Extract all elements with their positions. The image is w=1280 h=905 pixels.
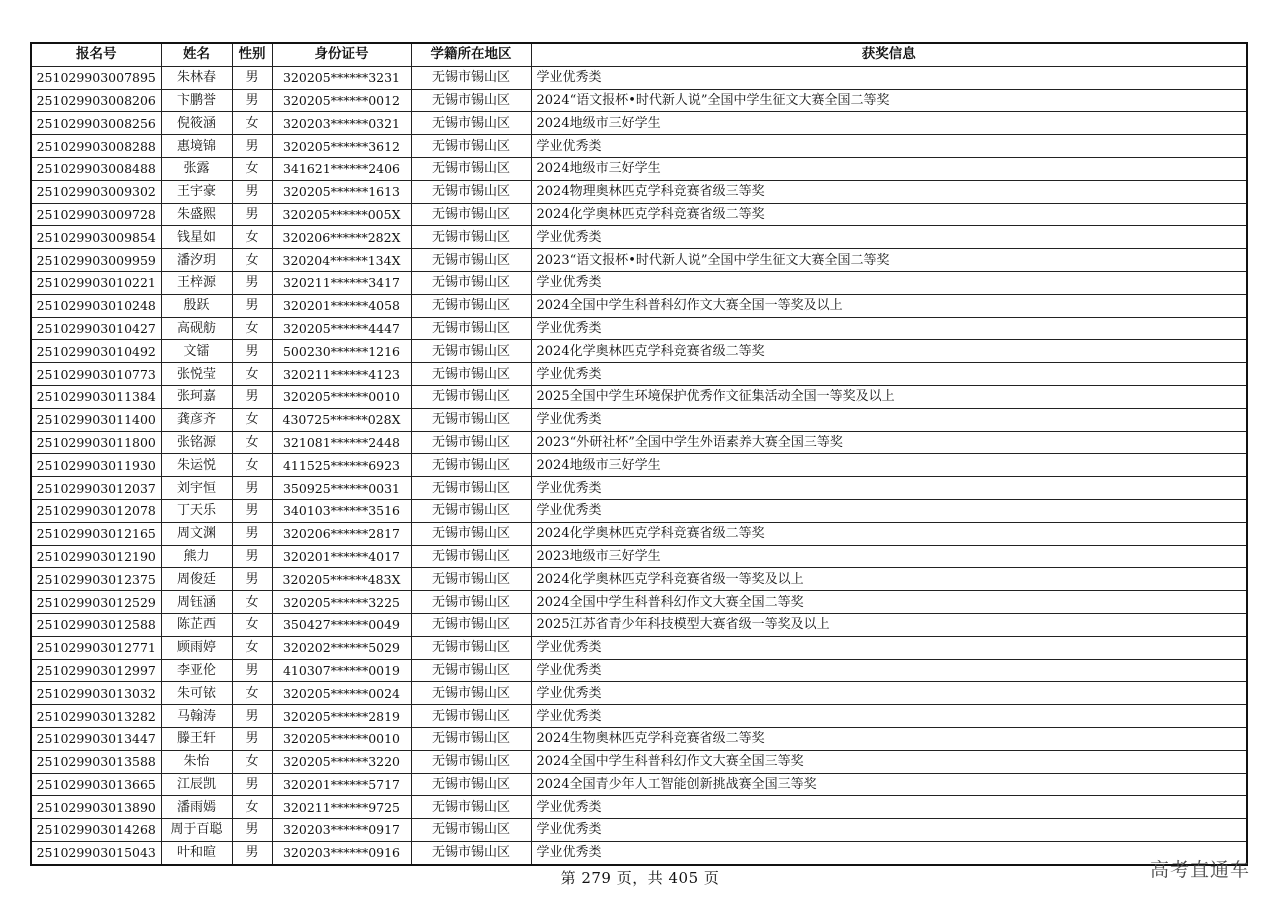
- award-info-cell: 学业优秀类: [531, 659, 1247, 682]
- table-row: [31, 135, 1247, 158]
- name-cell: 王梓源: [161, 271, 232, 294]
- table-row: [31, 180, 1247, 203]
- registration-number-cell: 251029903014268: [31, 819, 161, 842]
- gender-cell: 女: [232, 431, 272, 454]
- school-region-cell: 无锡市锡山区: [411, 477, 531, 500]
- award-info-cell: 学业优秀类: [531, 819, 1247, 842]
- award-info-cell: 2023“语文报杯•时代新人说”全国中学生征文大赛全国二等奖: [531, 249, 1247, 272]
- id-number-cell: 320206******282X: [272, 226, 411, 249]
- name-cell: 朱运悦: [161, 454, 232, 477]
- registration-number-cell: 251029903013588: [31, 750, 161, 773]
- registration-number-cell: 251029903009302: [31, 180, 161, 203]
- school-region-cell: 无锡市锡山区: [411, 66, 531, 89]
- registration-number-cell: 251029903010427: [31, 317, 161, 340]
- id-number-cell: 321081******2448: [272, 431, 411, 454]
- gender-cell: 男: [232, 203, 272, 226]
- name-cell: 高砚舫: [161, 317, 232, 340]
- gender-cell: 女: [232, 796, 272, 819]
- award-info-cell: 2025全国中学生环境保护优秀作文征集活动全国一等奖及以上: [531, 385, 1247, 408]
- gender-cell: 男: [232, 727, 272, 750]
- id-number-cell: 320203******0917: [272, 819, 411, 842]
- table-row: [31, 157, 1247, 180]
- school-region-cell: 无锡市锡山区: [411, 180, 531, 203]
- award-list-table: [30, 42, 1248, 866]
- name-cell: 惠境锦: [161, 135, 232, 158]
- award-info-cell: 学业优秀类: [531, 226, 1247, 249]
- registration-number-cell: 251029903010248: [31, 294, 161, 317]
- gender-cell: 女: [232, 226, 272, 249]
- id-number-cell: 320205******0012: [272, 89, 411, 112]
- registration-number-cell: 251029903011800: [31, 431, 161, 454]
- name-cell: 朱林春: [161, 66, 232, 89]
- award-info-cell: 2024“语文报杯•时代新人说”全国中学生征文大赛全国二等奖: [531, 89, 1247, 112]
- award-info-cell: 学业优秀类: [531, 66, 1247, 89]
- award-info-cell: 学业优秀类: [531, 135, 1247, 158]
- header-award-info: 获奖信息: [531, 43, 1247, 66]
- registration-number-cell: 251029903008488: [31, 157, 161, 180]
- name-cell: 倪筱涵: [161, 112, 232, 135]
- gender-cell: 男: [232, 294, 272, 317]
- gender-cell: 男: [232, 659, 272, 682]
- table-row: [31, 363, 1247, 386]
- award-info-cell: 学业优秀类: [531, 682, 1247, 705]
- table-row: [31, 431, 1247, 454]
- school-region-cell: 无锡市锡山区: [411, 682, 531, 705]
- registration-number-cell: 251029903010492: [31, 340, 161, 363]
- id-number-cell: 320201******4017: [272, 545, 411, 568]
- award-info-cell: 2024化学奥林匹克学科竞赛省级二等奖: [531, 340, 1247, 363]
- registration-number-cell: 251029903009959: [31, 249, 161, 272]
- name-cell: 朱可铱: [161, 682, 232, 705]
- table-row: [31, 545, 1247, 568]
- school-region-cell: 无锡市锡山区: [411, 522, 531, 545]
- table-row: [31, 682, 1247, 705]
- name-cell: 叶和暄: [161, 841, 232, 864]
- gender-cell: 男: [232, 522, 272, 545]
- name-cell: 卞鹏誉: [161, 89, 232, 112]
- table-row: [31, 408, 1247, 431]
- table-row: [31, 340, 1247, 363]
- gender-cell: 男: [232, 568, 272, 591]
- table-row: [31, 294, 1247, 317]
- registration-number-cell: 251029903012997: [31, 659, 161, 682]
- name-cell: 顾雨婷: [161, 636, 232, 659]
- school-region-cell: 无锡市锡山区: [411, 317, 531, 340]
- school-region-cell: 无锡市锡山区: [411, 750, 531, 773]
- name-cell: 张悦莹: [161, 363, 232, 386]
- table-row: [31, 591, 1247, 614]
- award-info-cell: 2024化学奥林匹克学科竞赛省级二等奖: [531, 203, 1247, 226]
- school-region-cell: 无锡市锡山区: [411, 796, 531, 819]
- id-number-cell: 320205******3220: [272, 750, 411, 773]
- registration-number-cell: 251029903008256: [31, 112, 161, 135]
- table-row: [31, 226, 1247, 249]
- award-info-cell: 学业优秀类: [531, 499, 1247, 522]
- gender-cell: 女: [232, 408, 272, 431]
- name-cell: 丁天乐: [161, 499, 232, 522]
- registration-number-cell: 251029903013890: [31, 796, 161, 819]
- name-cell: 文镭: [161, 340, 232, 363]
- gender-cell: 女: [232, 157, 272, 180]
- name-cell: 朱怡: [161, 750, 232, 773]
- registration-number-cell: 251029903011930: [31, 454, 161, 477]
- award-info-cell: 2025江苏省青少年科技模型大赛省级一等奖及以上: [531, 613, 1247, 636]
- id-number-cell: 320202******5029: [272, 636, 411, 659]
- registration-number-cell: 251029903009728: [31, 203, 161, 226]
- table-row: [31, 66, 1247, 89]
- registration-number-cell: 251029903008288: [31, 135, 161, 158]
- id-number-cell: 320211******3417: [272, 271, 411, 294]
- gender-cell: 男: [232, 545, 272, 568]
- header-registration-number: 报名号: [31, 43, 161, 66]
- id-number-cell: 320211******9725: [272, 796, 411, 819]
- id-number-cell: 320205******2819: [272, 705, 411, 728]
- school-region-cell: 无锡市锡山区: [411, 659, 531, 682]
- school-region-cell: 无锡市锡山区: [411, 385, 531, 408]
- school-region-cell: 无锡市锡山区: [411, 819, 531, 842]
- name-cell: 熊力: [161, 545, 232, 568]
- name-cell: 王宇豪: [161, 180, 232, 203]
- school-region-cell: 无锡市锡山区: [411, 431, 531, 454]
- gender-cell: 女: [232, 636, 272, 659]
- school-region-cell: 无锡市锡山区: [411, 203, 531, 226]
- registration-number-cell: 251029903012588: [31, 613, 161, 636]
- table-row: [31, 819, 1247, 842]
- registration-number-cell: 251029903011384: [31, 385, 161, 408]
- award-info-cell: 2023地级市三好学生: [531, 545, 1247, 568]
- award-info-cell: 学业优秀类: [531, 636, 1247, 659]
- gender-cell: 女: [232, 249, 272, 272]
- registration-number-cell: 251029903013032: [31, 682, 161, 705]
- name-cell: 朱盛熙: [161, 203, 232, 226]
- table-row: [31, 385, 1247, 408]
- registration-number-cell: 251029903012078: [31, 499, 161, 522]
- school-region-cell: 无锡市锡山区: [411, 613, 531, 636]
- table-row: [31, 522, 1247, 545]
- award-info-cell: 学业优秀类: [531, 477, 1247, 500]
- gender-cell: 女: [232, 363, 272, 386]
- name-cell: 周文渊: [161, 522, 232, 545]
- registration-number-cell: 251029903015043: [31, 841, 161, 864]
- gender-cell: 男: [232, 340, 272, 363]
- school-region-cell: 无锡市锡山区: [411, 568, 531, 591]
- table-row: [31, 271, 1247, 294]
- award-info-cell: 2024化学奥林匹克学科竞赛省级一等奖及以上: [531, 568, 1247, 591]
- id-number-cell: 320205******0024: [272, 682, 411, 705]
- gender-cell: 男: [232, 385, 272, 408]
- gender-cell: 男: [232, 841, 272, 864]
- award-info-cell: 学业优秀类: [531, 796, 1247, 819]
- id-number-cell: 430725******028X: [272, 408, 411, 431]
- name-cell: 潘雨嫣: [161, 796, 232, 819]
- id-number-cell: 320211******4123: [272, 363, 411, 386]
- id-number-cell: 500230******1216: [272, 340, 411, 363]
- id-number-cell: 320205******3612: [272, 135, 411, 158]
- id-number-cell: 320205******483X: [272, 568, 411, 591]
- name-cell: 钱星如: [161, 226, 232, 249]
- school-region-cell: 无锡市锡山区: [411, 340, 531, 363]
- school-region-cell: 无锡市锡山区: [411, 271, 531, 294]
- registration-number-cell: 251029903012037: [31, 477, 161, 500]
- id-number-cell: 320203******0321: [272, 112, 411, 135]
- id-number-cell: 320204******134X: [272, 249, 411, 272]
- name-cell: 江辰凯: [161, 773, 232, 796]
- registration-number-cell: 251029903008206: [31, 89, 161, 112]
- award-info-cell: 2024生物奥林匹克学科竞赛省级二等奖: [531, 727, 1247, 750]
- gender-cell: 男: [232, 89, 272, 112]
- award-info-cell: 2024地级市三好学生: [531, 454, 1247, 477]
- name-cell: 周于百聪: [161, 819, 232, 842]
- registration-number-cell: 251029903010221: [31, 271, 161, 294]
- gender-cell: 女: [232, 613, 272, 636]
- gender-cell: 男: [232, 477, 272, 500]
- gender-cell: 男: [232, 499, 272, 522]
- award-info-cell: 2024全国中学生科普科幻作文大赛全国二等奖: [531, 591, 1247, 614]
- registration-number-cell: 251029903013282: [31, 705, 161, 728]
- gender-cell: 女: [232, 682, 272, 705]
- table-row: [31, 568, 1247, 591]
- table-row: [31, 249, 1247, 272]
- gender-cell: 女: [232, 317, 272, 340]
- table-row: [31, 841, 1247, 864]
- table-row: [31, 705, 1247, 728]
- registration-number-cell: 251029903012375: [31, 568, 161, 591]
- school-region-cell: 无锡市锡山区: [411, 112, 531, 135]
- id-number-cell: 320205******3231: [272, 66, 411, 89]
- id-number-cell: 320205******005X: [272, 203, 411, 226]
- registration-number-cell: 251029903012529: [31, 591, 161, 614]
- id-number-cell: 411525******6923: [272, 454, 411, 477]
- school-region-cell: 无锡市锡山区: [411, 135, 531, 158]
- name-cell: 李亚伦: [161, 659, 232, 682]
- gender-cell: 男: [232, 271, 272, 294]
- registration-number-cell: 251029903010773: [31, 363, 161, 386]
- school-region-cell: 无锡市锡山区: [411, 773, 531, 796]
- school-region-cell: 无锡市锡山区: [411, 226, 531, 249]
- table-row: [31, 89, 1247, 112]
- award-info-cell: 2024物理奥林匹克学科竞赛省级三等奖: [531, 180, 1247, 203]
- registration-number-cell: 251029903013447: [31, 727, 161, 750]
- id-number-cell: 320205******4447: [272, 317, 411, 340]
- name-cell: 滕王轩: [161, 727, 232, 750]
- name-cell: 龚彦齐: [161, 408, 232, 431]
- header-id-number: 身份证号: [272, 43, 411, 66]
- gender-cell: 男: [232, 819, 272, 842]
- table-row: [31, 750, 1247, 773]
- table-row: [31, 112, 1247, 135]
- table-row: [31, 727, 1247, 750]
- id-number-cell: 340103******3516: [272, 499, 411, 522]
- header-school-region: 学籍所在地区: [411, 43, 531, 66]
- gender-cell: 女: [232, 454, 272, 477]
- table-header-row: [31, 43, 1247, 66]
- registration-number-cell: 251029903007895: [31, 66, 161, 89]
- award-info-cell: 2024全国中学生科普科幻作文大赛全国三等奖: [531, 750, 1247, 773]
- gender-cell: 男: [232, 705, 272, 728]
- award-info-cell: 学业优秀类: [531, 408, 1247, 431]
- school-region-cell: 无锡市锡山区: [411, 408, 531, 431]
- table-row: [31, 659, 1247, 682]
- registration-number-cell: 251029903011400: [31, 408, 161, 431]
- school-region-cell: 无锡市锡山区: [411, 89, 531, 112]
- table-row: [31, 636, 1247, 659]
- school-region-cell: 无锡市锡山区: [411, 705, 531, 728]
- header-name: 姓名: [161, 43, 232, 66]
- school-region-cell: 无锡市锡山区: [411, 727, 531, 750]
- name-cell: 周钰涵: [161, 591, 232, 614]
- school-region-cell: 无锡市锡山区: [411, 454, 531, 477]
- school-region-cell: 无锡市锡山区: [411, 294, 531, 317]
- id-number-cell: 320205******0010: [272, 385, 411, 408]
- id-number-cell: 350925******0031: [272, 477, 411, 500]
- id-number-cell: 320205******0010: [272, 727, 411, 750]
- table-row: [31, 796, 1247, 819]
- award-info-cell: 学业优秀类: [531, 363, 1247, 386]
- id-number-cell: 410307******0019: [272, 659, 411, 682]
- gender-cell: 女: [232, 750, 272, 773]
- name-cell: 潘汐玥: [161, 249, 232, 272]
- gender-cell: 男: [232, 135, 272, 158]
- award-info-cell: 2023“外研社杯”全国中学生外语素养大赛全国三等奖: [531, 431, 1247, 454]
- id-number-cell: 320205******3225: [272, 591, 411, 614]
- table-row: [31, 773, 1247, 796]
- award-info-cell: 2024化学奥林匹克学科竞赛省级二等奖: [531, 522, 1247, 545]
- page-number: 第 279 页，共 405 页: [560, 869, 720, 887]
- school-region-cell: 无锡市锡山区: [411, 157, 531, 180]
- award-info-cell: 2024全国青少年人工智能创新挑战赛全国三等奖: [531, 773, 1247, 796]
- school-region-cell: 无锡市锡山区: [411, 841, 531, 864]
- award-info-cell: 学业优秀类: [531, 841, 1247, 864]
- gender-cell: 男: [232, 66, 272, 89]
- gender-cell: 男: [232, 773, 272, 796]
- gender-cell: 女: [232, 591, 272, 614]
- header-gender: 性别: [232, 43, 272, 66]
- name-cell: 周俊廷: [161, 568, 232, 591]
- name-cell: 张露: [161, 157, 232, 180]
- award-info-cell: 2024地级市三好学生: [531, 157, 1247, 180]
- id-number-cell: 341621******2406: [272, 157, 411, 180]
- table-row: [31, 317, 1247, 340]
- school-region-cell: 无锡市锡山区: [411, 249, 531, 272]
- id-number-cell: 320201******4058: [272, 294, 411, 317]
- table-row: [31, 499, 1247, 522]
- school-region-cell: 无锡市锡山区: [411, 363, 531, 386]
- id-number-cell: 350427******0049: [272, 613, 411, 636]
- name-cell: 马翰涛: [161, 705, 232, 728]
- award-info-cell: 2024地级市三好学生: [531, 112, 1247, 135]
- name-cell: 殷跃: [161, 294, 232, 317]
- school-region-cell: 无锡市锡山区: [411, 545, 531, 568]
- watermark: 高考直通车: [1149, 859, 1250, 881]
- name-cell: 陈芷西: [161, 613, 232, 636]
- award-info-cell: 学业优秀类: [531, 271, 1247, 294]
- school-region-cell: 无锡市锡山区: [411, 591, 531, 614]
- id-number-cell: 320203******0916: [272, 841, 411, 864]
- registration-number-cell: 251029903013665: [31, 773, 161, 796]
- award-info-cell: 学业优秀类: [531, 317, 1247, 340]
- name-cell: 刘宇恒: [161, 477, 232, 500]
- gender-cell: 女: [232, 112, 272, 135]
- registration-number-cell: 251029903012771: [31, 636, 161, 659]
- id-number-cell: 320205******1613: [272, 180, 411, 203]
- id-number-cell: 320206******2817: [272, 522, 411, 545]
- school-region-cell: 无锡市锡山区: [411, 636, 531, 659]
- table-row: [31, 613, 1247, 636]
- gender-cell: 男: [232, 180, 272, 203]
- table-row: [31, 454, 1247, 477]
- id-number-cell: 320201******5717: [272, 773, 411, 796]
- registration-number-cell: 251029903012165: [31, 522, 161, 545]
- award-info-cell: 2024全国中学生科普科幻作文大赛全国一等奖及以上: [531, 294, 1247, 317]
- table-row: [31, 477, 1247, 500]
- registration-number-cell: 251029903012190: [31, 545, 161, 568]
- registration-number-cell: 251029903009854: [31, 226, 161, 249]
- award-info-cell: 学业优秀类: [531, 705, 1247, 728]
- school-region-cell: 无锡市锡山区: [411, 499, 531, 522]
- table-row: [31, 203, 1247, 226]
- name-cell: 张珂嘉: [161, 385, 232, 408]
- name-cell: 张铭源: [161, 431, 232, 454]
